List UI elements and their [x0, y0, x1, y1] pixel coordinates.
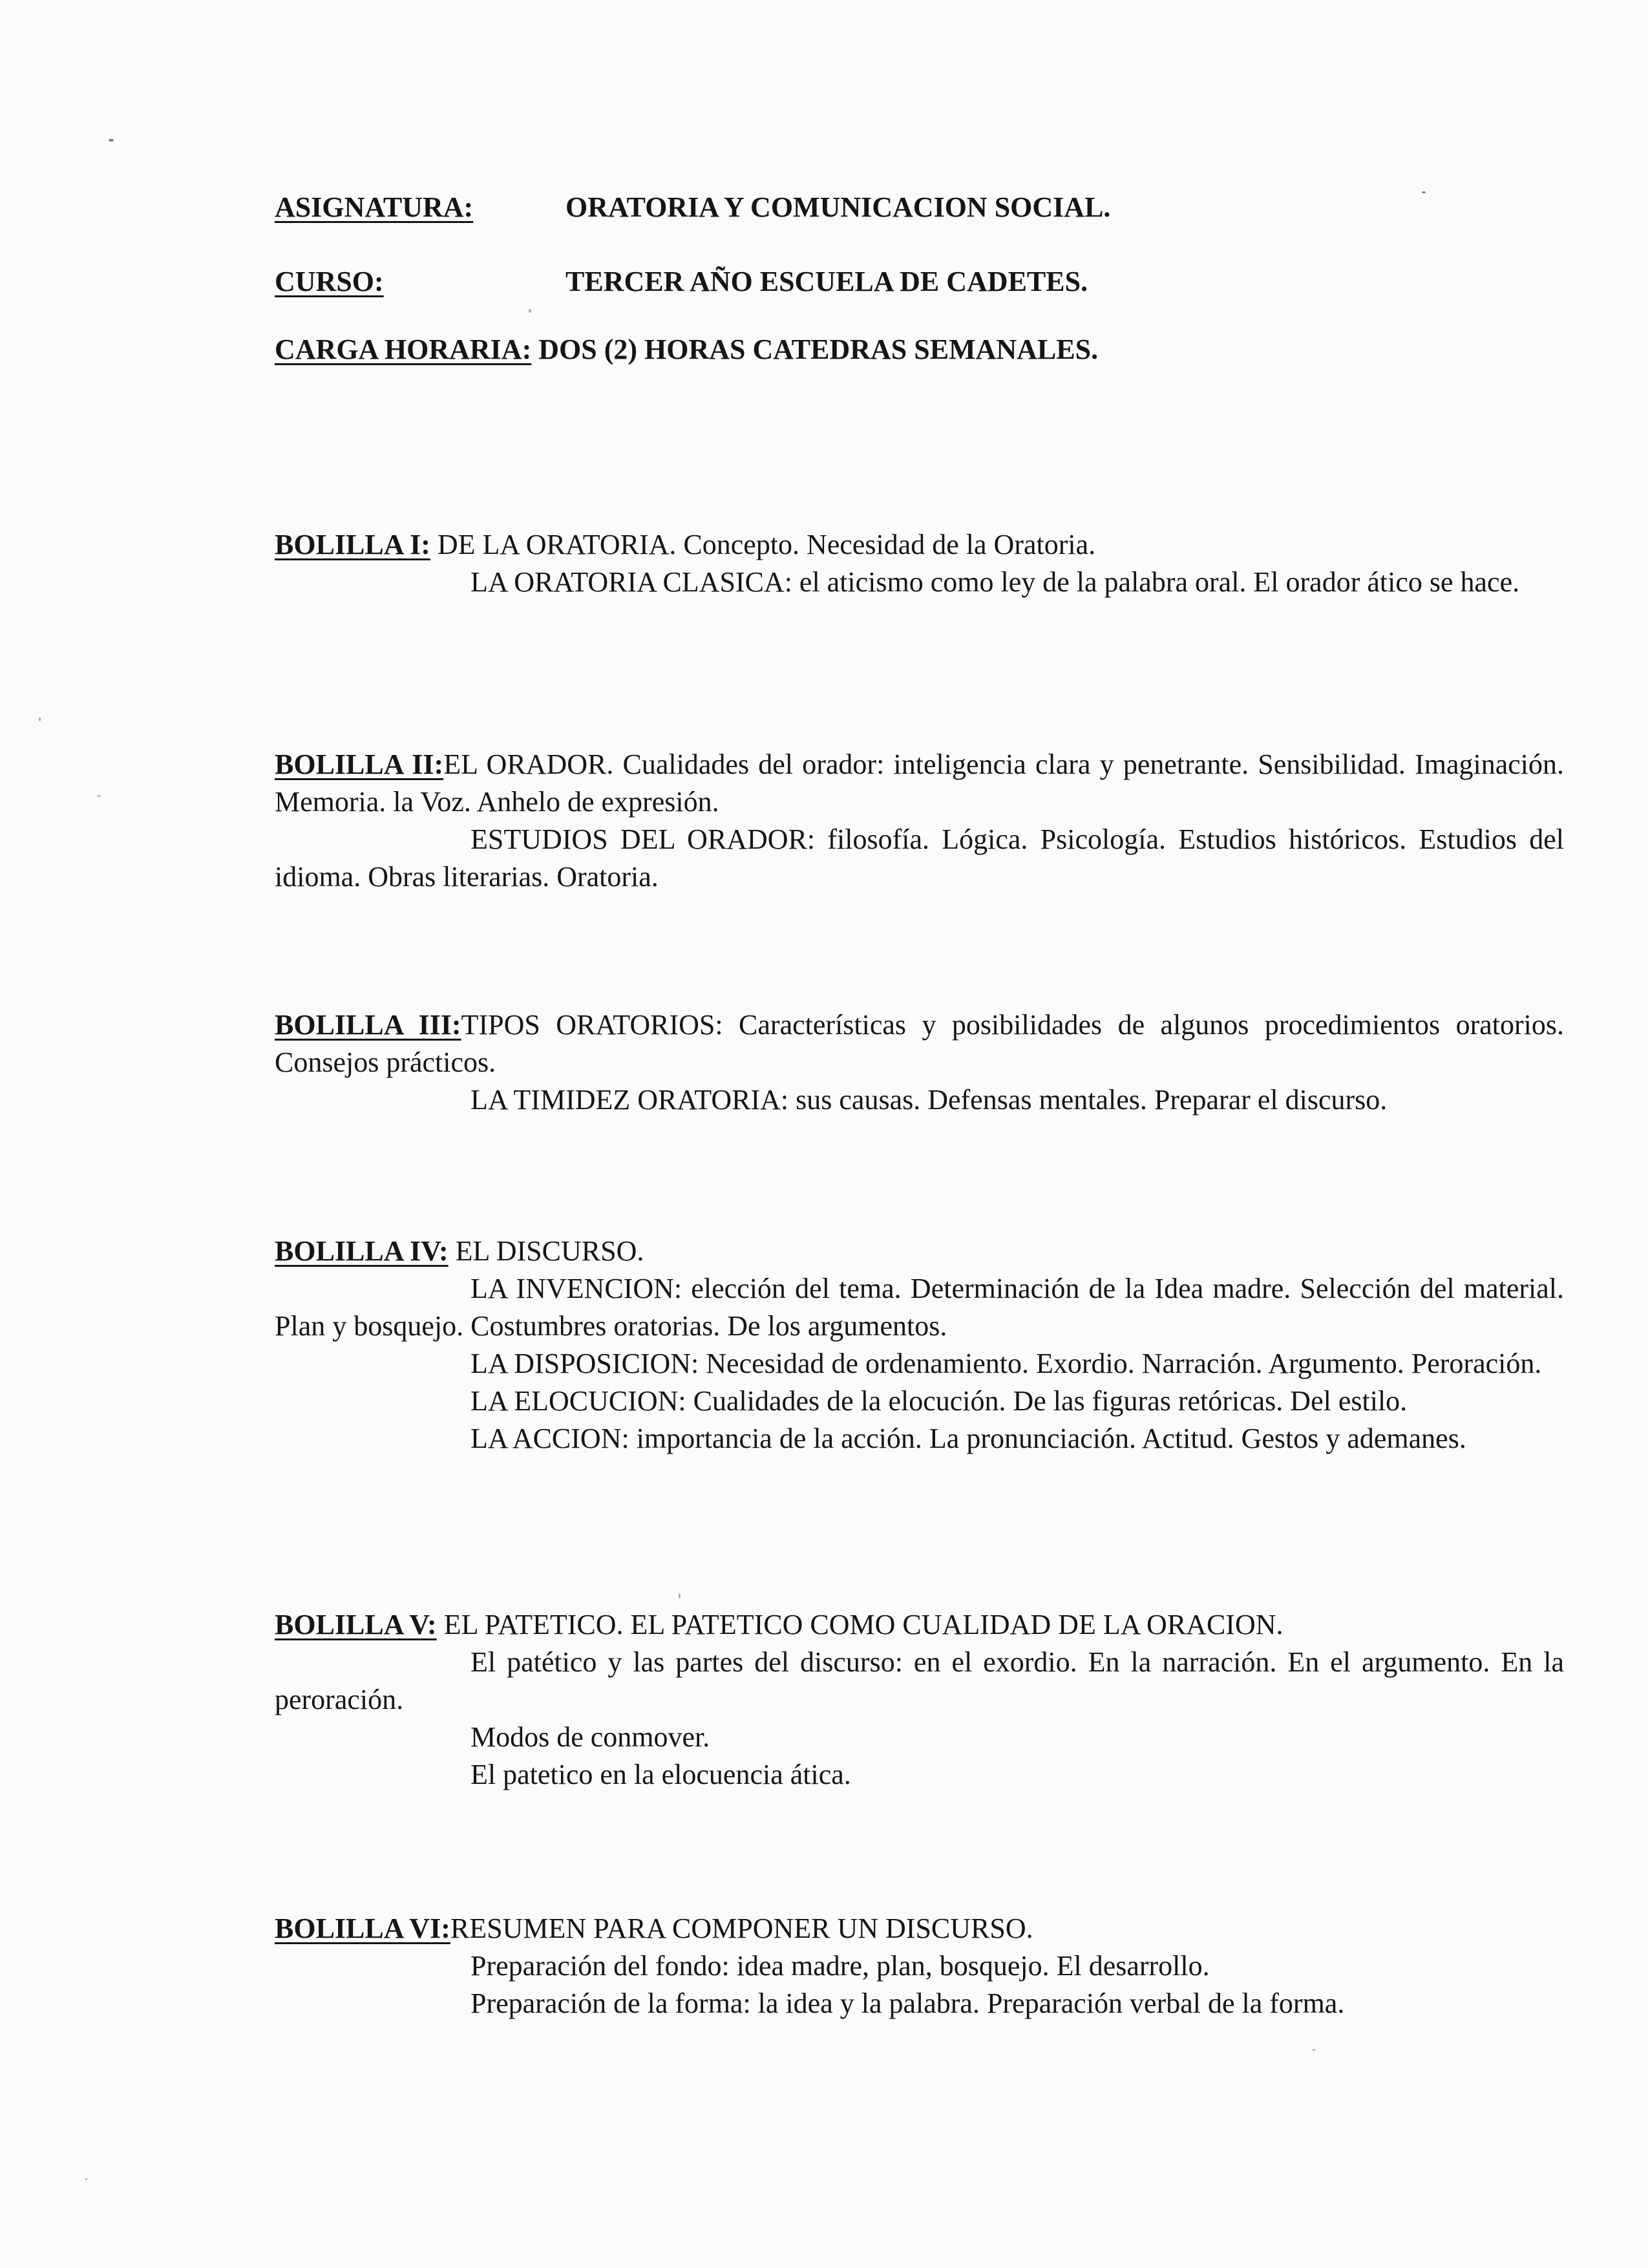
bolilla-3 — [275, 1006, 1564, 1119]
bolilla-6-forma: Preparación de la forma: la idea y la palabra. Preparación verbal de la forma. — [470, 1987, 1345, 2019]
asignatura-label: ASIGNATURA: — [275, 191, 474, 223]
bolilla-6 — [275, 1910, 1564, 2022]
bolilla-2-first-line — [275, 746, 1564, 821]
scan-speck — [1312, 2049, 1316, 2051]
bolilla-5-first-line — [275, 1606, 1564, 1644]
bolilla-5-label: BOLILLA V: — [275, 1609, 437, 1640]
header-carga-horaria — [275, 333, 1098, 366]
carga-label: CARGA HORARIA: — [275, 334, 532, 365]
bolilla-1-title: DE LA ORATORIA. Concepto. Necesidad de la Oratoria. — [430, 529, 1096, 560]
bolilla-2-para: ESTUDIOS DEL ORADOR: filosofía. Lógica. Psicología. Estudios históricos. Estudios del idioma. Obras literarias. Oratoria. — [275, 823, 1564, 893]
bolilla-2-label: BOLILLA II: — [275, 748, 444, 780]
curso-value: TERCER AÑO ESCUELA DE CADETES. — [565, 266, 1088, 297]
bolilla-4-disposicion: LA DISPOSICION: Necesidad de ordenamiento. Exordio. Narración. Argumento. Peroración. — [470, 1348, 1542, 1379]
bolilla-3-label: BOLILLA III: — [275, 1009, 461, 1041]
scan-speck — [85, 2178, 87, 2180]
scan-speck — [39, 717, 41, 721]
bolilla-4-first-line — [275, 1233, 1564, 1270]
bolilla-5-title: EL PATETICO. EL PATETICO COMO CUALIDAD DE LA ORACION. — [436, 1609, 1284, 1640]
bolilla-3-first-line — [275, 1006, 1564, 1081]
bolilla-3-para: LA TIMIDEZ ORATORIA: sus causas. Defensas mentales. Preparar el discurso. — [470, 1084, 1388, 1116]
carga-value: DOS (2) HORAS CATEDRAS SEMANALES. — [538, 334, 1099, 365]
scan-speck — [109, 139, 114, 142]
bolilla-4-elocucion: LA ELOCUCION: Cualidades de la elocución. De las figuras retóricas. Del estilo. — [470, 1385, 1408, 1417]
bolilla-6-title: RESUMEN PARA COMPONER UN DISCURSO. — [450, 1913, 1033, 1944]
bolilla-3-title: TIPOS ORATORIOS: Características y posibilidades de algunos procedimientos oratorios. Consejos prácticos. — [275, 1009, 1564, 1078]
scan-speck — [679, 1593, 681, 1598]
bolilla-1-first-line — [275, 526, 1564, 564]
header-asignatura — [275, 191, 1110, 224]
bolilla-1 — [275, 526, 1564, 601]
bolilla-5-para: El patético y las partes del discurso: en el exordio. En la narración. En el argumento. En la peroración. — [275, 1646, 1564, 1715]
bolilla-6-first-line — [275, 1910, 1564, 1947]
bolilla-4-title: EL DISCURSO. — [448, 1235, 644, 1267]
bolilla-1-label: BOLILLA I: — [275, 529, 430, 560]
scan-speck — [97, 795, 101, 797]
bolilla-4-invencion: LA INVENCION: elección del tema. Determinación de la Idea madre. Selección del material. Plan y bosquejo. Costumbres oratorias. De los argumentos. — [275, 1273, 1564, 1342]
header-curso — [275, 265, 1088, 298]
bolilla-6-label: BOLILLA VI: — [275, 1913, 450, 1944]
bolilla-4 — [275, 1233, 1564, 1457]
bolilla-2 — [275, 746, 1564, 896]
bolilla-5-elocuencia: El patetico en la elocuencia ática. — [470, 1759, 851, 1790]
asignatura-value: ORATORIA Y COMUNICACION SOCIAL. — [565, 191, 1111, 223]
curso-label: CURSO: — [275, 266, 384, 297]
bolilla-4-label: BOLILLA IV: — [275, 1235, 449, 1267]
bolilla-6-fondo: Preparación del fondo: idea madre, plan, bosquejo. El desarrollo. — [470, 1950, 1210, 1982]
scan-speck — [529, 309, 531, 313]
bolilla-4-accion: LA ACCION: importancia de la acción. La pronunciación. Actitud. Gestos y ademanes. — [470, 1423, 1466, 1454]
bolilla-5-modos: Modos de conmover. — [470, 1721, 710, 1753]
bolilla-5 — [275, 1606, 1564, 1794]
scan-speck — [1422, 191, 1426, 193]
bolilla-2-title: EL ORADOR. Cualidades del orador: inteligencia clara y penetrante. Sensibilidad. Imaginación. Memoria. la Voz. Anhelo de expresión. — [275, 748, 1564, 818]
bolilla-1-para: LA ORATORIA CLASICA: el aticismo como ley de la palabra oral. El orador ático se hace. — [470, 566, 1520, 598]
